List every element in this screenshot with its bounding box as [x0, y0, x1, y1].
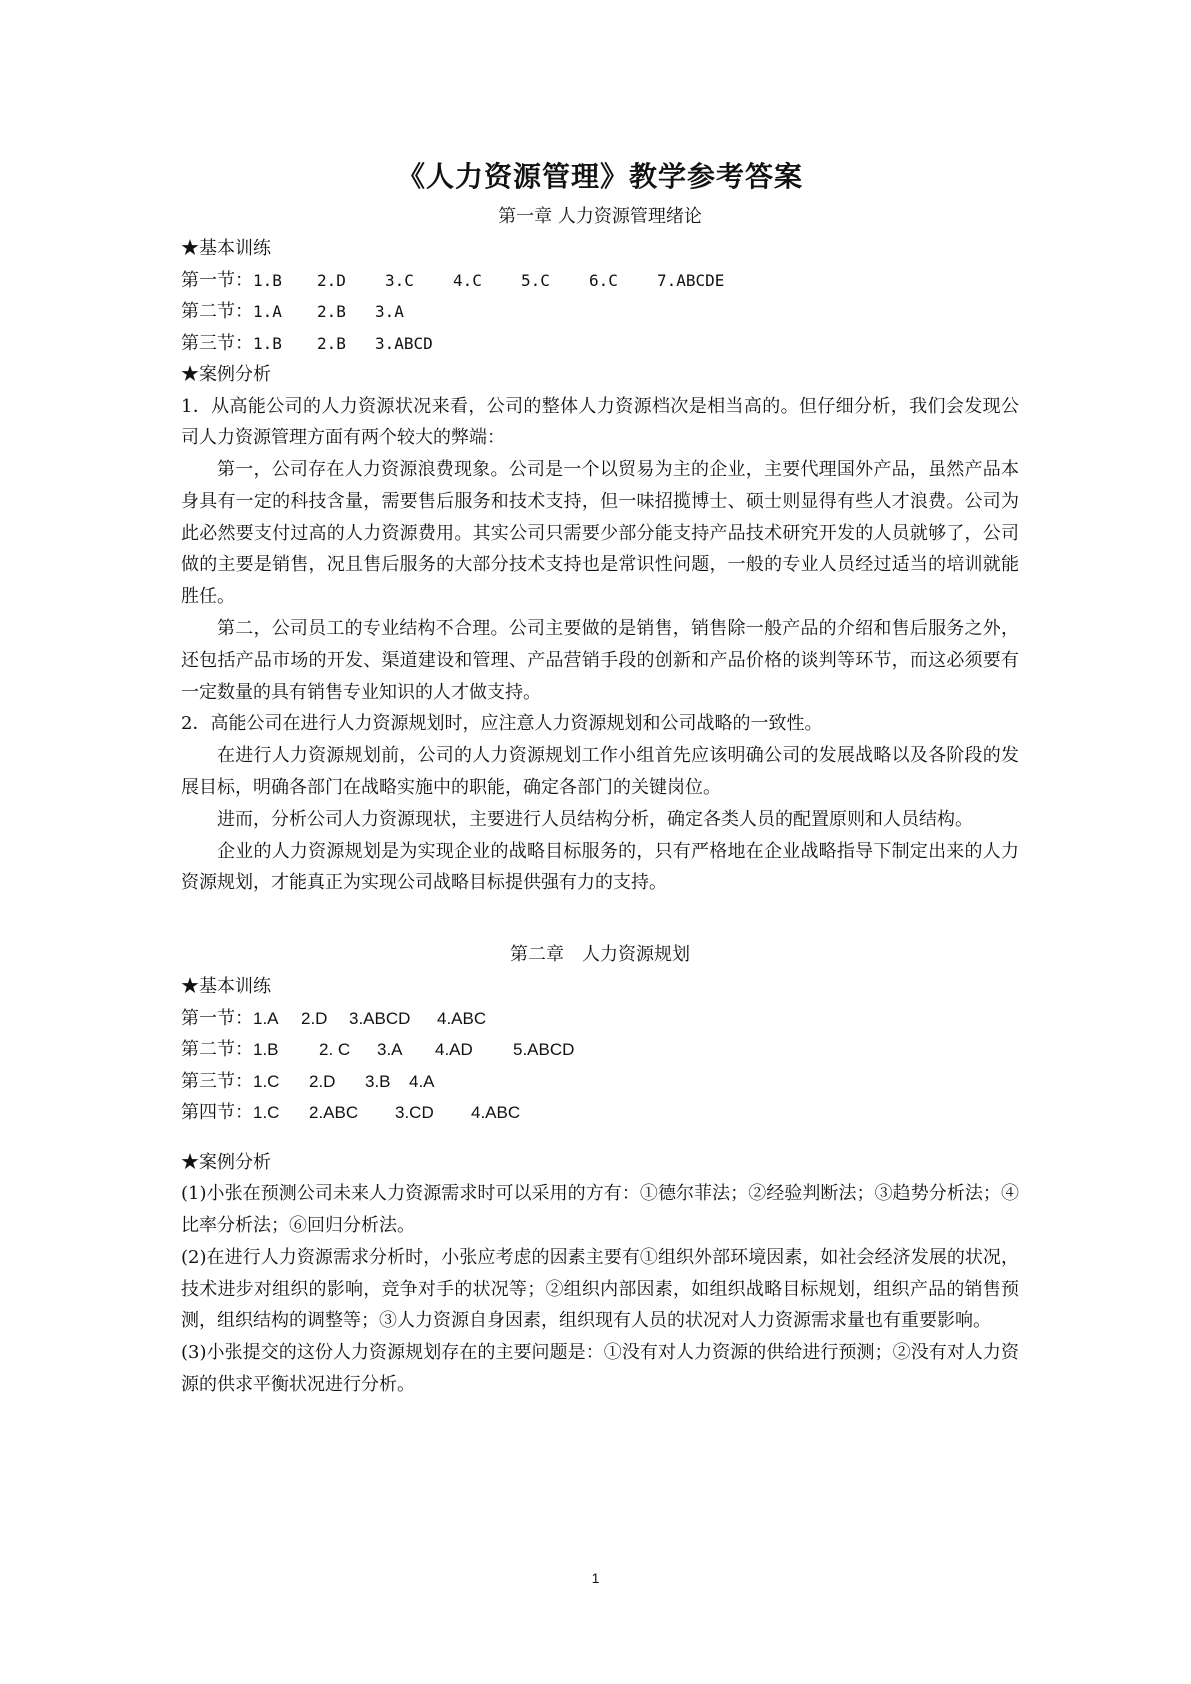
ch1-section-3-label: 第三节： [181, 332, 253, 354]
answer-item: 1.C [253, 1071, 280, 1091]
answer-item: 7.ABCDE [657, 270, 725, 290]
answer-item: 3.A [375, 302, 404, 321]
answer-item: 1.A [253, 302, 282, 321]
answer-item: 2.D [317, 270, 346, 290]
answer-item: 5.ABCD [513, 1040, 575, 1060]
ch1-section-3-answers [181, 328, 1019, 360]
answer-item: 3.C [385, 270, 414, 290]
chapter-1-case-label: ★案例分析 [181, 364, 271, 385]
chapter-2-heading: 第二章 人力资源规划 [510, 944, 690, 966]
ch1-case-paragraph: 第二，公司员工的专业结构不合理。公司主要做的是销售，销售除一般产品的介绍和售后服务之外，还包括产品市场的开发、渠道建设和管理、产品营销手段的创新和产品价格的谈判等环节，而这必须要有一定数量的具有销售专业知识的人才做支持。 [181, 618, 1019, 703]
section-spacer [181, 1129, 1019, 1147]
answer-item: 4.ABC [471, 1103, 521, 1123]
answer-item: 6.C [589, 270, 618, 290]
answer-item: 3.CD [395, 1103, 434, 1123]
ch1-case-paragraph: 2．高能公司在进行人力资源规划时，应注意人力资源规划和公司战略的一致性。 [181, 713, 823, 735]
ch2-section-3-answers [181, 1066, 1019, 1098]
ch2-section-1-answers [181, 1003, 1019, 1035]
ch1-case-paragraph: 第一，公司存在人力资源浪费现象。公司是一个以贸易为主的企业，主要代理国外产品，虽然产品本身具有一定的科技含量，需要售后服务和技术支持，但一味招揽博士、硕士则显得有些人才浪费。公司为此必然要支付过高的人力资源费用。其实公司只需要少部分能支持产品技术研究开发的人员就够了，公司做的主要是销售，况且售后服务的大部分技术支持也是常识性问题，一般的专业人员经过适当的培训就能胜任。 [181, 459, 1019, 608]
ch1-section-2-label: 第二节： [181, 301, 253, 322]
answer-item: 2.B [317, 302, 346, 321]
answer-item: 3.B [365, 1071, 391, 1091]
ch2-section-1-label: 第一节： [181, 1007, 253, 1029]
ch1-case-paragraph: 企业的人力资源规划是为实现企业的战略目标服务的，只有严格地在企业战略指导下制定出来的人力资源规划，才能真正为实现公司战略目标提供强有力的支持。 [181, 840, 1019, 894]
ch1-section-2-answers [181, 296, 1019, 328]
ch2-case-paragraph: (2)在进行人力资源需求分析时，小张应考虑的因素主要有①组织外部环境因素，如社会经济发展的状况，技术进步对组织的影响，竞争对手的状况等；②组织内部因素，如组织战略目标规划，组织产品的销售预测，组织结构的调整等；③人力资源自身因素，组织现有人员的状况对人力资源需求量也有重要影响。 [181, 1246, 1019, 1332]
answer-item: 3.ABCD [375, 333, 433, 353]
document-title: 《人力资源管理》教学参考答案 [396, 160, 803, 193]
ch1-case-paragraph: 在进行人力资源规划前，公司的人力资源规划工作小组首先应该明确公司的发展战略以及各阶段的发展目标，明确各部门在战略实施中的职能，确定各部门的关键岗位。 [181, 745, 1019, 799]
ch1-section-1-label: 第一节： [181, 269, 253, 291]
ch2-case-paragraph: (3)小张提交的这份人力资源规划存在的主要问题是：①没有对人力资源的供给进行预测；②没有对人力资源的供求平衡状况进行分析。 [181, 1342, 1019, 1396]
chapter-spacer [181, 899, 1019, 939]
answer-item: 1.B [253, 1040, 279, 1060]
answer-item: 2.D [301, 1008, 328, 1028]
chapter-1-basic-training-label: ★基本训练 [181, 238, 271, 259]
answer-item: 2. C [319, 1040, 351, 1060]
answer-item: 1.B [253, 333, 282, 353]
ch1-case-paragraph: 1．从高能公司的人力资源状况来看，公司的整体人力资源档次是相当高的。但仔细分析，我们会发现公司人力资源管理方面有两个较大的弊端： [181, 395, 1019, 449]
chapter-2-case-label: ★案例分析 [181, 1151, 271, 1173]
answer-item: 5.C [521, 270, 550, 290]
page-number: 1 [591, 1570, 600, 1586]
ch2-case-paragraph: (1)小张在预测公司未来人力资源需求时可以采用的方有：①德尔菲法；②经验判断法；③趋势分析法；④比率分析法；⑥回归分析法。 [181, 1183, 1019, 1237]
ch2-section-2-answers [181, 1034, 1019, 1066]
chapter-1-heading: 第一章 人力资源管理绪论 [498, 206, 702, 227]
ch2-section-2-label: 第二节： [181, 1039, 253, 1061]
answer-item: 4.A [409, 1071, 435, 1091]
answer-item: 2.D [309, 1071, 336, 1091]
answer-item: 1.A [253, 1008, 279, 1028]
answer-item: 3.ABCD [349, 1008, 411, 1028]
ch1-section-1-answers [181, 265, 1019, 297]
chapter-2-basic-training-label: ★基本训练 [181, 976, 271, 998]
answer-item: 3.A [377, 1040, 403, 1060]
answer-item: 4.AD [435, 1040, 473, 1060]
ch1-case-paragraph: 进而，分析公司人力资源现状，主要进行人员结构分析，确定各类人员的配置原则和人员结构。 [217, 808, 973, 830]
answer-item: 2.ABC [309, 1103, 359, 1123]
ch2-section-4-answers [181, 1097, 1019, 1129]
ch2-section-4-label: 第四节： [181, 1102, 253, 1124]
answer-item: 4.ABC [437, 1008, 487, 1028]
answer-item: 4.C [453, 270, 482, 290]
page-content [181, 155, 1019, 1401]
answer-item: 1.B [253, 270, 282, 290]
answer-item: 1.C [253, 1103, 280, 1123]
ch2-section-3-label: 第三节： [181, 1070, 253, 1092]
answer-item: 2.B [317, 333, 346, 353]
